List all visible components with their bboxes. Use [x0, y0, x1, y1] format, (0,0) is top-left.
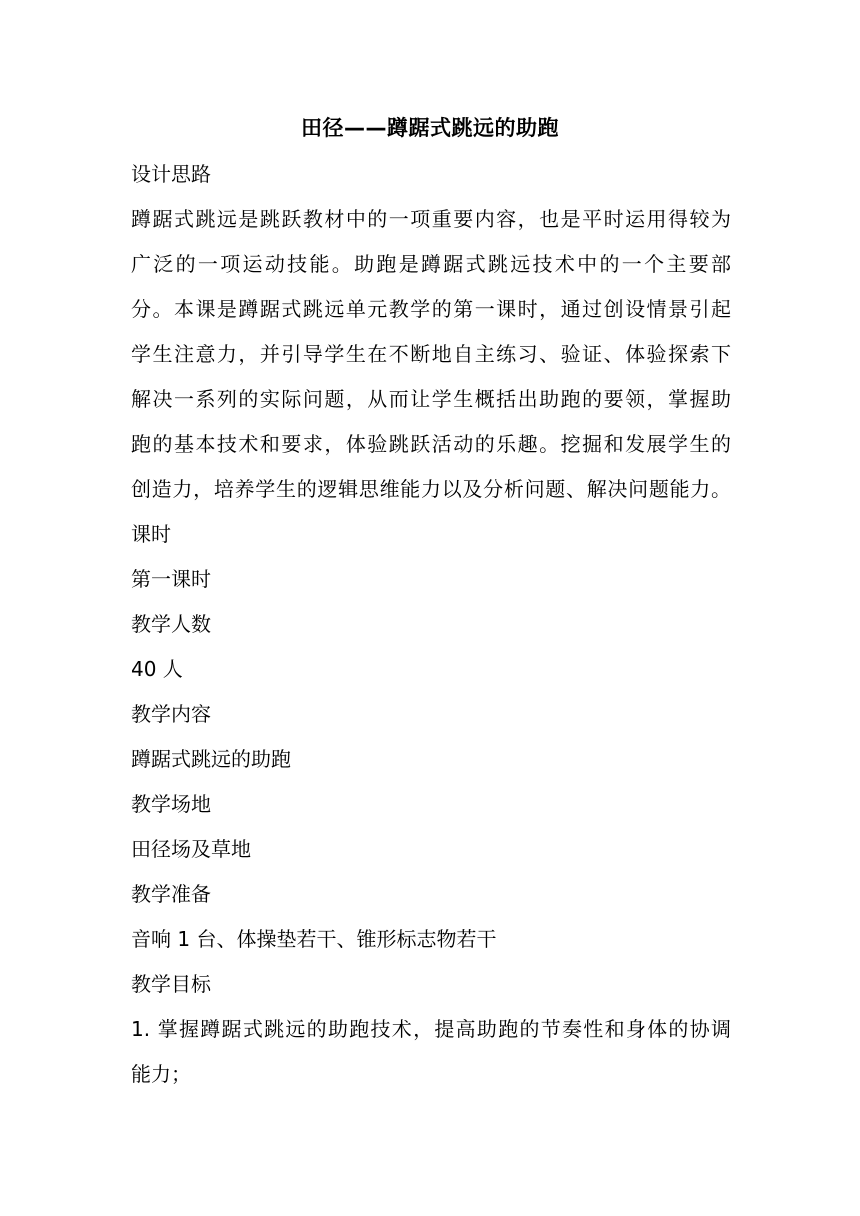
goal-heading: 教学目标	[131, 972, 211, 996]
venue-heading: 教学场地	[131, 792, 211, 816]
content-value: 蹲踞式跳远的助跑	[131, 747, 291, 771]
students-heading: 教学人数	[131, 612, 211, 636]
period-value: 第一课时	[131, 567, 211, 591]
design-line: 蹲踞式跳远是跳跃教材中的一项重要内容，也是平时运用得较为	[131, 207, 731, 231]
prep-heading: 教学准备	[131, 882, 211, 906]
content-heading: 教学内容	[131, 702, 211, 726]
design-line: 学生注意力，并引导学生在不断地自主练习、验证、体验探索下	[131, 342, 731, 366]
design-line: 分。本课是蹲踞式跳远单元教学的第一课时，通过创设情景引起	[131, 297, 731, 321]
design-paragraph	[131, 197, 731, 512]
design-line: 创造力，培养学生的逻辑思维能力以及分析问题、解决问题能力。	[131, 477, 731, 501]
goal-line: 1. 掌握蹲踞式跳远的助跑技术，提高助跑的节奏性和身体的协调	[131, 1017, 731, 1041]
design-line: 广泛的一项运动技能。助跑是蹲踞式跳远技术中的一个主要部	[131, 252, 731, 276]
venue-value: 田径场及草地	[131, 837, 251, 861]
goal-paragraph	[131, 1007, 731, 1097]
design-line: 跑的基本技术和要求，体验跳跃活动的乐趣。挖掘和发展学生的	[131, 432, 731, 456]
document-body	[131, 152, 731, 1097]
design-line: 解决一系列的实际问题，从而让学生概括出助跑的要领，掌握助	[131, 387, 731, 411]
design-heading: 设计思路	[131, 162, 211, 186]
students-value: 40 人	[131, 657, 183, 681]
period-heading: 课时	[131, 522, 171, 546]
prep-value: 音响 1 台、体操垫若干、锥形标志物若干	[131, 927, 497, 951]
document-title: 田径——蹲踞式跳远的助跑	[301, 116, 559, 140]
goal-line: 能力；	[131, 1062, 191, 1086]
